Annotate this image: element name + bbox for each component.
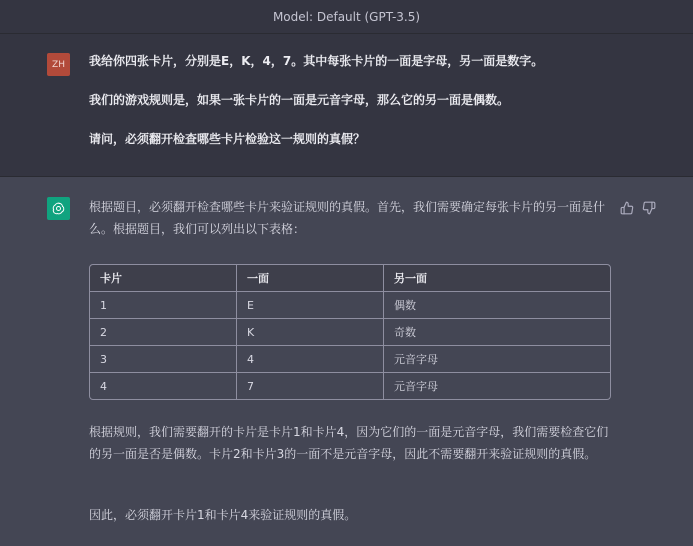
cards-table: [89, 264, 611, 400]
table-header: 卡片: [90, 265, 237, 292]
table-cell: 奇数: [384, 319, 610, 346]
table-cell: 3: [90, 346, 237, 373]
user-line-3: 请问，必须翻开检查哪些卡片检验这一规则的真假？: [89, 132, 366, 146]
table-cell: 7: [237, 373, 384, 399]
table-cell: 1: [90, 292, 237, 319]
model-label: Model: Default (GPT-3.5): [272, 9, 421, 24]
user-line-2: 我们的游戏规则是，如果一张卡片的一面是元音字母，那么它的另一面是偶数。: [89, 93, 510, 107]
user-avatar-initials: ZH: [52, 59, 65, 70]
user-line-1: 我给你四张卡片，分别是E，K，4，7。其中每张卡片的一面是字母，另一面是数字。: [89, 54, 544, 68]
table-row: [90, 373, 610, 399]
table-header: 另一面: [384, 265, 610, 292]
openai-logo-icon: [47, 197, 70, 220]
table-cell: 元音字母: [394, 380, 438, 393]
table-cell: 2: [90, 319, 237, 346]
table-cell: K: [237, 319, 384, 346]
assistant-paragraph-3: 因此，必须翻开卡片1和卡片4来验证规则的真假。: [89, 508, 357, 522]
assistant-intro: 根据题目，必须翻开检查哪些卡片来验证规则的真假。首先，我们需要确定每张卡片的另一面是什么。根据题目，我们可以列出以下表格：: [89, 200, 606, 236]
table-cell: 元音字母: [384, 346, 610, 373]
table-row: [90, 346, 610, 373]
model-bar: [0, 0, 693, 34]
table-row: [90, 292, 610, 319]
table-cell: E: [237, 292, 384, 319]
thumbs-up-icon[interactable]: [620, 200, 634, 214]
table-header: 一面: [237, 265, 384, 292]
table-cell: 偶数: [384, 292, 610, 319]
assistant-paragraph-2: 根据规则，我们需要翻开的卡片是卡片1和卡片4，因为它们的一面是元音字母，我们需要检查它们的另一面是否是偶数。卡片2和卡片3的一面不是元音字母，因此不需要翻开来验证规则的真假。: [89, 425, 609, 461]
table-cell: 4: [237, 346, 384, 373]
user-avatar: [47, 53, 70, 76]
thumbs-down-icon[interactable]: [642, 200, 656, 214]
table-cell: 4: [90, 373, 237, 399]
table-header-row: [90, 265, 610, 292]
table-row: [90, 319, 610, 346]
